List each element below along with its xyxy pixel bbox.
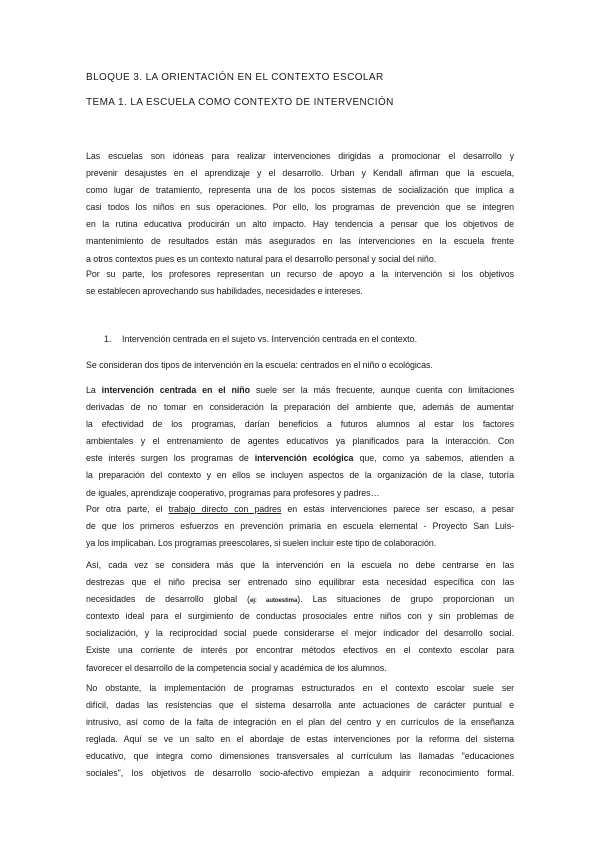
text-line: sociales", los objetivos de desarrollo socio-afectivo empiezan a adquirir reconocimiento formal.: [86, 768, 514, 779]
text-line: intrusivo, así como de la falta de integración en el plan del centro y en currículos de la enseñanza: [86, 717, 514, 728]
text-line: difícil, dadas las resistencias que el sistema desarrolla ante actuaciones de carácter puntual e: [86, 700, 514, 711]
text-run: ). Las situaciones de grupo proporcionan un: [297, 594, 514, 605]
text-line: [86, 382, 514, 399]
text-line: Así, cada vez se considera más que la intervención en la escuela no debe centrarse en las: [86, 560, 514, 570]
text-line: de que los primeros esfuerzos en prevención primaria en escuela elemental - Proyecto San Luis-: [86, 521, 514, 532]
text-line: educativo, que integra como dimensiones transversales al currículum las llamadas "educaciones: [86, 751, 514, 762]
text-line: contexto ideal para el surgimiento de conductas prosociales entre niños con y sin problemas de: [86, 611, 514, 622]
text-line: la efectividad de los programas, darían beneficios a futuros alumnos al estar los factores: [86, 419, 514, 430]
text-line: la preparación del contexto y en ellos se incluyen aspectos de la organización de la clase, tutoría: [86, 470, 514, 481]
text-run: Por otra parte, el: [86, 504, 169, 514]
text-line: No obstante, la implementación de programas estructurados en el contexto escolar suele ser: [86, 683, 514, 693]
underlined-term-parents: trabajo directo con padres: [168, 504, 282, 514]
list-item-text: Intervención centrada en el sujeto vs. Intervención centrada en el contexto.: [122, 334, 418, 344]
paragraph-child-centered: [86, 382, 514, 502]
paragraph-global-development: [86, 557, 514, 677]
text-line: Se consideran dos tipos de intervención en la escuela: centrados en el niño o ecológicas.: [86, 360, 433, 370]
text-run: en estas intervenciones parece ser escaso, a pesar: [281, 504, 514, 514]
paragraph-two-types: [86, 357, 514, 374]
text-line: como lugar de tratamiento, representa una de los pocos sistemas de socialización que implica a: [86, 185, 514, 196]
bold-term-ecological: intervención ecológica: [254, 453, 354, 464]
text-run: suele ser la más frecuente, aunque cuenta con limitaciones: [250, 385, 515, 395]
text-line: ya los implicaban. Los programas preescolares, si suelen incluir este tipo de colaboración.: [86, 538, 437, 549]
text-run: que, como ya sabemos, atienden a: [353, 453, 515, 464]
small-example-note: ej: autoestima: [249, 598, 298, 605]
text-line: Las escuelas son idóneas para realizar intervenciones dirigidas a promocionar el desarrollo y: [86, 151, 514, 161]
text-line: casi todos los niños en sus operaciones. Por ello, los programas de prevención que se integren: [86, 202, 514, 213]
text-line: mantenimiento de resultados están más asegurados en las intervenciones en la escuela frente: [86, 236, 514, 247]
text-run: La: [86, 385, 102, 395]
numbered-list-item: [104, 334, 417, 344]
text-line: socialización, y la reciprocidad social puede considerarse el mejor indicador del desarrollo social.: [86, 628, 514, 639]
list-number: 1.: [104, 334, 112, 344]
paragraph-teachers: [86, 266, 514, 300]
text-line: derivadas de no tomar en consideración la preparación del ambiente que, además de aumentar: [86, 402, 514, 413]
text-line: ambientales y el entrenamiento de agentes educativos ya planificados para la interacción. Con: [86, 436, 514, 447]
text-line: Por su parte, los profesores representan un recurso de apoyo a la intervención si los objetivos: [86, 269, 514, 279]
text-run: este interés surgen los programas de: [86, 453, 255, 464]
paragraph-schools-ideal: [86, 148, 514, 268]
text-line: [86, 501, 514, 518]
text-line: de iguales, aprendizaje cooperativo, programas para profesores y padres…: [86, 487, 380, 498]
text-run: necesidades de desarrollo global (: [86, 594, 250, 605]
text-line: favorecer el desarrollo de la competencia social y académica de los alumnos.: [86, 662, 387, 673]
paragraph-implementation: [86, 680, 514, 783]
block-title: BLOQUE 3. LA ORIENTACIÓN EN EL CONTEXTO ESCOLAR: [86, 72, 384, 83]
text-line: reglada. Aquí se ve un salto en el abordaje de estas intervenciones por la reforma del sistema: [86, 734, 514, 745]
text-line: Existe una corriente de interés por encontrar métodos efectivos en el contexto escolar para: [86, 645, 514, 656]
text-line: en la rutina educativa producirán un alto impacto. Hay tendencia a pensar que los objetivos de: [86, 219, 514, 230]
topic-title: TEMA 1. LA ESCUELA COMO CONTEXTO DE INTERVENCIÓN: [86, 97, 394, 108]
bold-term-child-centered: intervención centrada en el niño: [101, 385, 251, 395]
text-line: a otros contextos pues es un contexto natural para el desarrollo personal y social del niño.: [86, 253, 437, 264]
text-line: se establecen aprovechando sus habilidades, necesidades e intereses.: [86, 286, 363, 297]
text-line: destrezas que el niño precisa ser entrenado sino equilibrar esta necesidad específica con las: [86, 577, 514, 588]
paragraph-parents: [86, 501, 514, 552]
text-line: prevenir desajustes en el aprendizaje y el desarrollo. Urban y Kendall afirman que la escuela,: [86, 168, 514, 179]
text-line: [86, 450, 514, 467]
text-line: [86, 591, 514, 608]
